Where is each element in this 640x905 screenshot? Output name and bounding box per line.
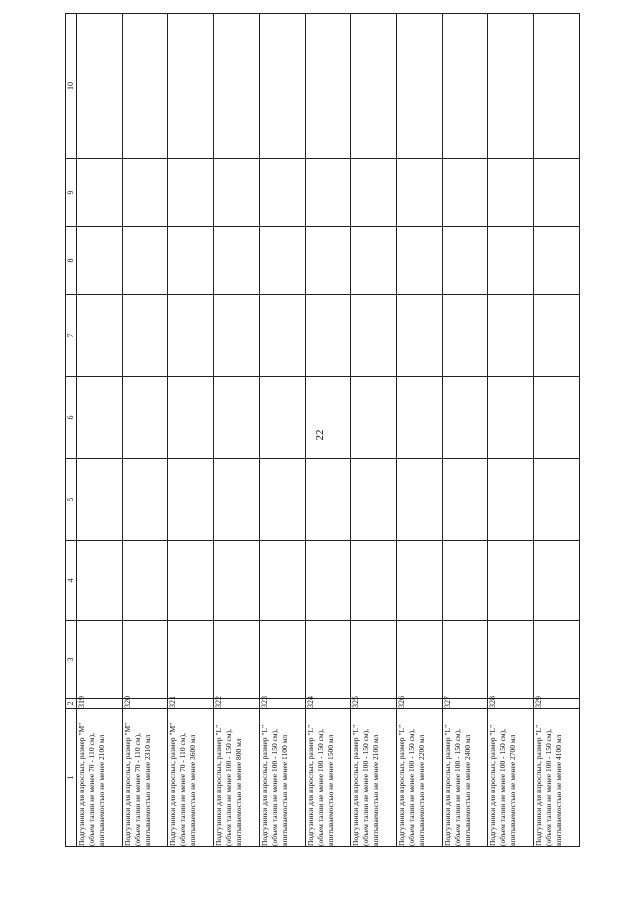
empty-cell <box>442 621 488 699</box>
empty-cell <box>122 621 168 699</box>
item-name: Подгузники для взрослых, размер "L" (объем талии не менее 100 - 150 см), впитываемостью не менее 1500 мл <box>305 709 351 847</box>
empty-cell <box>351 159 397 227</box>
item-number: 321 <box>168 699 214 709</box>
empty-cell <box>305 159 351 227</box>
empty-cell <box>488 295 534 377</box>
table-row <box>122 14 168 847</box>
empty-cell <box>305 621 351 699</box>
empty-cell <box>488 14 534 159</box>
empty-cell <box>77 295 123 377</box>
empty-cell <box>305 377 351 459</box>
empty-cell <box>534 227 580 295</box>
empty-cell <box>442 377 488 459</box>
empty-cell <box>214 621 260 699</box>
empty-cell <box>259 541 305 621</box>
empty-cell <box>442 459 488 541</box>
column-header-9: 9 <box>66 159 77 227</box>
empty-cell <box>77 621 123 699</box>
table-row <box>259 14 305 847</box>
empty-cell <box>214 14 260 159</box>
item-number: 324 <box>305 699 351 709</box>
empty-cell <box>397 227 443 295</box>
item-name: Подгузники для взрослых, размер "M" (объем талии не менее 70 - 110 см), впитываемостью не менее 2100 мл <box>77 709 123 847</box>
table-row <box>305 14 351 847</box>
empty-cell <box>442 159 488 227</box>
empty-cell <box>168 459 214 541</box>
column-header-7: 7 <box>66 295 77 377</box>
rotated-table-frame <box>65 44 580 847</box>
table-row <box>214 14 260 847</box>
items-table <box>65 13 580 847</box>
empty-cell <box>442 14 488 159</box>
empty-cell <box>77 14 123 159</box>
page-number: 22 <box>314 429 326 441</box>
empty-cell <box>534 159 580 227</box>
empty-cell <box>259 459 305 541</box>
item-name: Подгузники для взрослых, размер "L" (объем талии не менее 100 - 150 см), впитываемостью не менее 1100 мл <box>259 709 305 847</box>
empty-cell <box>305 541 351 621</box>
header-row <box>66 14 77 847</box>
item-name: Подгузники для взрослых, размер "L" (объем талии не менее 100 - 150 см), впитываемостью не менее 2700 мл <box>488 709 534 847</box>
empty-cell <box>534 541 580 621</box>
column-header-4: 4 <box>66 541 77 621</box>
empty-cell <box>259 159 305 227</box>
empty-cell <box>351 14 397 159</box>
table-container <box>65 44 580 847</box>
item-number: 328 <box>488 699 534 709</box>
item-number: 323 <box>259 699 305 709</box>
empty-cell <box>442 295 488 377</box>
empty-cell <box>168 377 214 459</box>
empty-cell <box>397 377 443 459</box>
empty-cell <box>168 541 214 621</box>
table-row <box>397 14 443 847</box>
empty-cell <box>214 159 260 227</box>
table-row <box>442 14 488 847</box>
empty-cell <box>122 459 168 541</box>
item-number: 322 <box>214 699 260 709</box>
empty-cell <box>214 541 260 621</box>
empty-cell <box>77 227 123 295</box>
empty-cell <box>259 377 305 459</box>
empty-cell <box>305 14 351 159</box>
table-row <box>488 14 534 847</box>
item-name: Подгузники для взрослых, размер "L" (объем талии не менее 100 - 150 см), впитываемостью не менее 800 мл <box>214 709 260 847</box>
empty-cell <box>397 621 443 699</box>
item-name: Подгузники для взрослых, размер "L" (объем талии не менее 100 - 150 см), впитываемостью не менее 2200 мл <box>397 709 443 847</box>
empty-cell <box>351 295 397 377</box>
item-number: 320 <box>122 699 168 709</box>
empty-cell <box>488 459 534 541</box>
empty-cell <box>259 227 305 295</box>
column-header-10: 10 <box>66 14 77 159</box>
table-row <box>77 14 123 847</box>
empty-cell <box>442 541 488 621</box>
empty-cell <box>168 295 214 377</box>
empty-cell <box>259 14 305 159</box>
item-number: 326 <box>397 699 443 709</box>
empty-cell <box>397 14 443 159</box>
column-header-6: 6 <box>66 377 77 459</box>
item-name: Подгузники для взрослых, размер "M" (объем талии не менее 70 - 110 см), впитываемостью не менее 2310 мл <box>122 709 168 847</box>
empty-cell <box>488 621 534 699</box>
empty-cell <box>351 459 397 541</box>
empty-cell <box>397 295 443 377</box>
empty-cell <box>305 227 351 295</box>
item-number: 329 <box>534 699 580 709</box>
empty-cell <box>488 541 534 621</box>
empty-cell <box>77 377 123 459</box>
item-number: 327 <box>442 699 488 709</box>
empty-cell <box>122 159 168 227</box>
empty-cell <box>397 459 443 541</box>
empty-cell <box>442 227 488 295</box>
empty-cell <box>168 159 214 227</box>
empty-cell <box>214 377 260 459</box>
empty-cell <box>534 621 580 699</box>
column-header-1: 1 <box>66 709 77 847</box>
empty-cell <box>351 621 397 699</box>
empty-cell <box>488 159 534 227</box>
empty-cell <box>397 159 443 227</box>
table-row <box>351 14 397 847</box>
empty-cell <box>488 227 534 295</box>
empty-cell <box>488 377 534 459</box>
column-header-2: 2 <box>66 699 77 709</box>
empty-cell <box>397 541 443 621</box>
empty-cell <box>259 621 305 699</box>
empty-cell <box>77 459 123 541</box>
empty-cell <box>534 459 580 541</box>
empty-cell <box>259 295 305 377</box>
empty-cell <box>534 377 580 459</box>
empty-cell <box>168 621 214 699</box>
empty-cell <box>77 159 123 227</box>
empty-cell <box>305 295 351 377</box>
empty-cell <box>534 14 580 159</box>
item-name: Подгузники для взрослых, размер "L" (объем талии не менее 100 - 150 см), впитываемостью не менее 2400 мл <box>442 709 488 847</box>
empty-cell <box>122 377 168 459</box>
empty-cell <box>351 377 397 459</box>
item-name: Подгузники для взрослых, размер "L" (объем талии не менее 100 - 150 см), впитываемостью не менее 4100 мл <box>534 709 580 847</box>
empty-cell <box>77 541 123 621</box>
empty-cell <box>168 227 214 295</box>
column-header-8: 8 <box>66 227 77 295</box>
empty-cell <box>122 227 168 295</box>
column-header-5: 5 <box>66 459 77 541</box>
empty-cell <box>122 541 168 621</box>
column-header-3: 3 <box>66 621 77 699</box>
item-number: 325 <box>351 699 397 709</box>
empty-cell <box>351 541 397 621</box>
empty-cell <box>168 14 214 159</box>
item-name: Подгузники для взрослых, размер "M" (объем талии не менее 70 - 110 см), впитываемостью не менее 3600 мл <box>168 709 214 847</box>
item-number: 319 <box>77 699 123 709</box>
empty-cell <box>534 295 580 377</box>
empty-cell <box>305 459 351 541</box>
table-row <box>168 14 214 847</box>
empty-cell <box>214 459 260 541</box>
table-row <box>534 14 580 847</box>
empty-cell <box>351 227 397 295</box>
empty-cell <box>122 14 168 159</box>
empty-cell <box>122 295 168 377</box>
empty-cell <box>214 295 260 377</box>
empty-cell <box>214 227 260 295</box>
item-name: Подгузники для взрослых, размер "L" (объем талии не менее 100 - 150 см), впитываемостью не менее 2100 мл <box>351 709 397 847</box>
